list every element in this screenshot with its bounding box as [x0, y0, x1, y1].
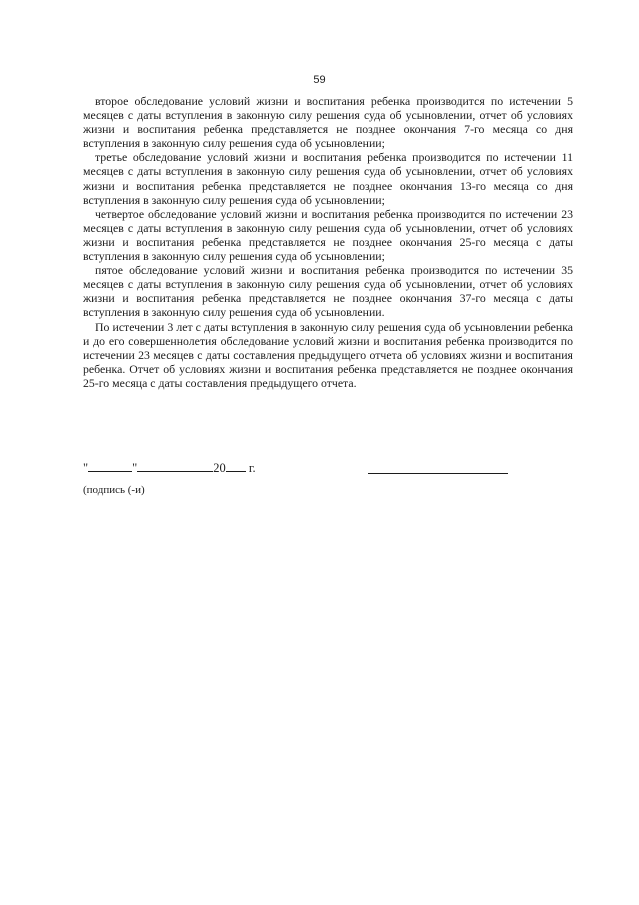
paragraph-third-inspection: третье обследование условий жизни и воспитания ребенка производится по истечении 11 месяцев с даты вступления в законную силу решения суда об усыновлении, отчет об условиях жизни и воспитания ребенка представляется не позднее окончания 13-го месяца со дня вступления в законную силу решения суда об усыновлении; — [83, 150, 573, 207]
paragraph-second-inspection: второе обследование условий жизни и воспитания ребенка производится по истечении 5 месяцев с даты вступления в законную силу решения суда об усыновлении, отчет об условиях жизни и воспитания ребенка представляется не позднее окончания 7-го месяца со дня вступления в законную силу решения суда об усыновлении; — [83, 94, 573, 151]
quote-open: " — [83, 461, 89, 475]
signature-blank — [368, 473, 508, 474]
paragraph-after-three-years: По истечении 3 лет с даты вступления в законную силу решения суда об усыновлении ребенка и до его совершеннолетия обследование условий жизни и воспитания ребенка производится по истечении 23 месяцев с даты составления предыдущего отчета об условиях жизни и воспитания ребенка. Отчет об условиях жизни и воспитания ребенка представляется не позднее окончания 25-го месяца с даты составления предыдущего отчета. — [83, 319, 573, 390]
paragraph-fifth-inspection: пятое обследование условий жизни и воспитания ребенка производится по истечении 35 месяцев с даты вступления в законную силу решения суда об усыновлении, отчет об условиях жизни и воспитания ребенка представляется не позднее окончания 37-го месяца с даты вступления в законную силу решения суда об усыновлении. — [83, 263, 573, 320]
document-body — [83, 94, 573, 390]
page-number: 59 — [313, 74, 326, 86]
day-blank — [88, 459, 132, 472]
paragraph-fourth-inspection: четвертое обследование условий жизни и воспитания ребенка производится по истечении 23 месяцев с даты вступления в законную силу решения суда об усыновлении, отчет об условиях жизни и воспитания ребенка представляется не позднее окончания 25-го месяца с даты вступления в законную силу решения суда об усыновлении; — [83, 206, 573, 264]
month-blank — [137, 459, 213, 472]
quote-close: " — [132, 461, 138, 475]
year-blank — [226, 459, 246, 472]
signature-caption: (подпись (-и) — [83, 484, 145, 496]
year-suffix: г. — [248, 461, 256, 475]
year-prefix: 20 — [213, 461, 226, 475]
